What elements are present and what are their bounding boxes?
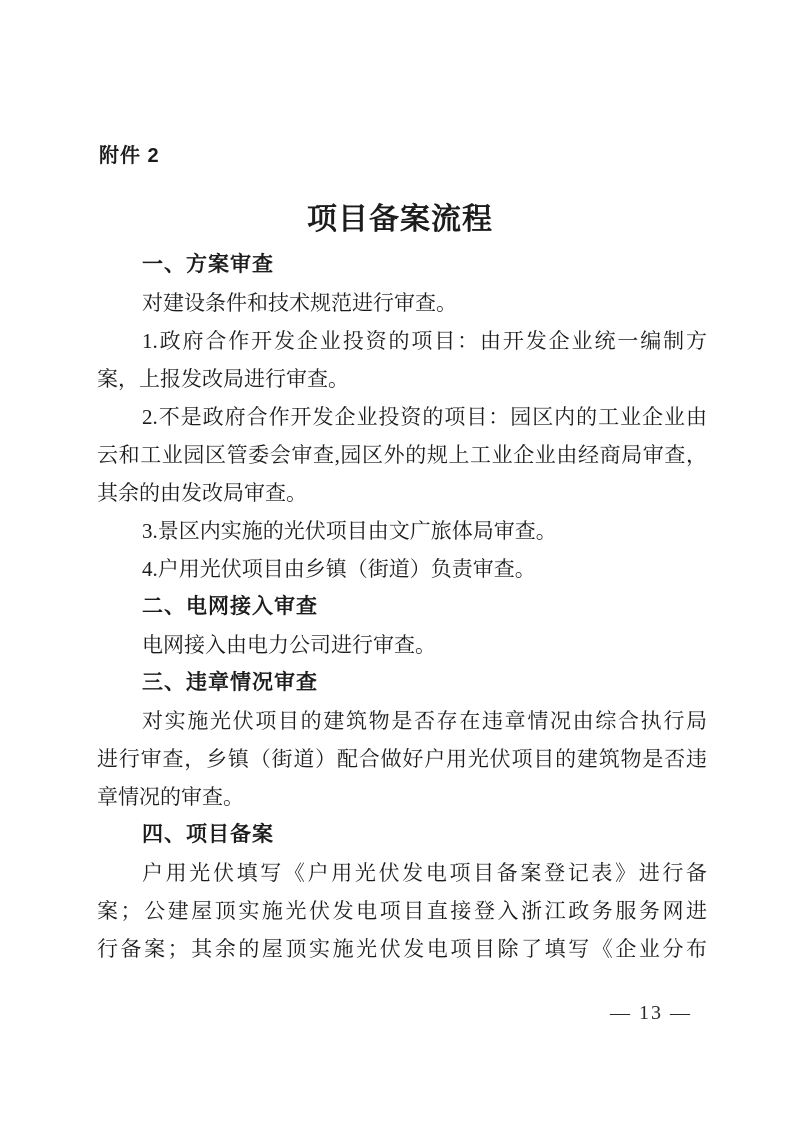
section-heading-1: 一、方案审查 [142, 253, 274, 276]
body-line: 案；公建屋顶实施光伏发电项目直接登入浙江政务服务网进 [97, 899, 707, 923]
page-title: 项目备案流程 [307, 203, 493, 236]
body-line: 3.景区内实施的光伏项目由文广旅体局审查。 [142, 519, 557, 543]
section-heading-4: 四、项目备案 [142, 823, 274, 846]
body-line: 电网接入由电力公司进行审查。 [142, 633, 436, 657]
body-line: 章情况的审查。 [97, 785, 244, 809]
body-line: 云和工业园区管委会审查,园区外的规上工业企业由经商局审查， [97, 443, 707, 467]
body-line: 案，上报发改局进行审查。 [97, 367, 349, 391]
page-number: — 13 — [610, 1002, 692, 1024]
body-line: 2.不是政府合作开发企业投资的项目：园区内的工业企业由 [142, 405, 707, 429]
body-line: 进行审查，乡镇（街道）配合做好户用光伏项目的建筑物是否违 [97, 747, 707, 771]
section-heading-3: 三、违章情况审查 [142, 671, 318, 694]
body-line: 对建设条件和技术规范进行审查。 [142, 291, 457, 315]
section-heading-2: 二、电网接入审查 [142, 595, 318, 618]
document-body [97, 246, 707, 968]
body-line: 其余的由发改局审查。 [97, 481, 307, 505]
body-line: 户用光伏填写《户用光伏发电项目备案登记表》进行备 [142, 861, 707, 885]
body-line: 行备案；其余的屋顶实施光伏发电项目除了填写《企业分布 [97, 937, 707, 961]
attachment-label: 附件 2 [99, 145, 160, 167]
body-line: 对实施光伏项目的建筑物是否存在违章情况由综合执行局 [142, 709, 707, 733]
body-line: 4.户用光伏项目由乡镇（街道）负责审查。 [142, 557, 536, 581]
body-line: 1.政府合作开发企业投资的项目：由开发企业统一编制方 [142, 329, 707, 353]
